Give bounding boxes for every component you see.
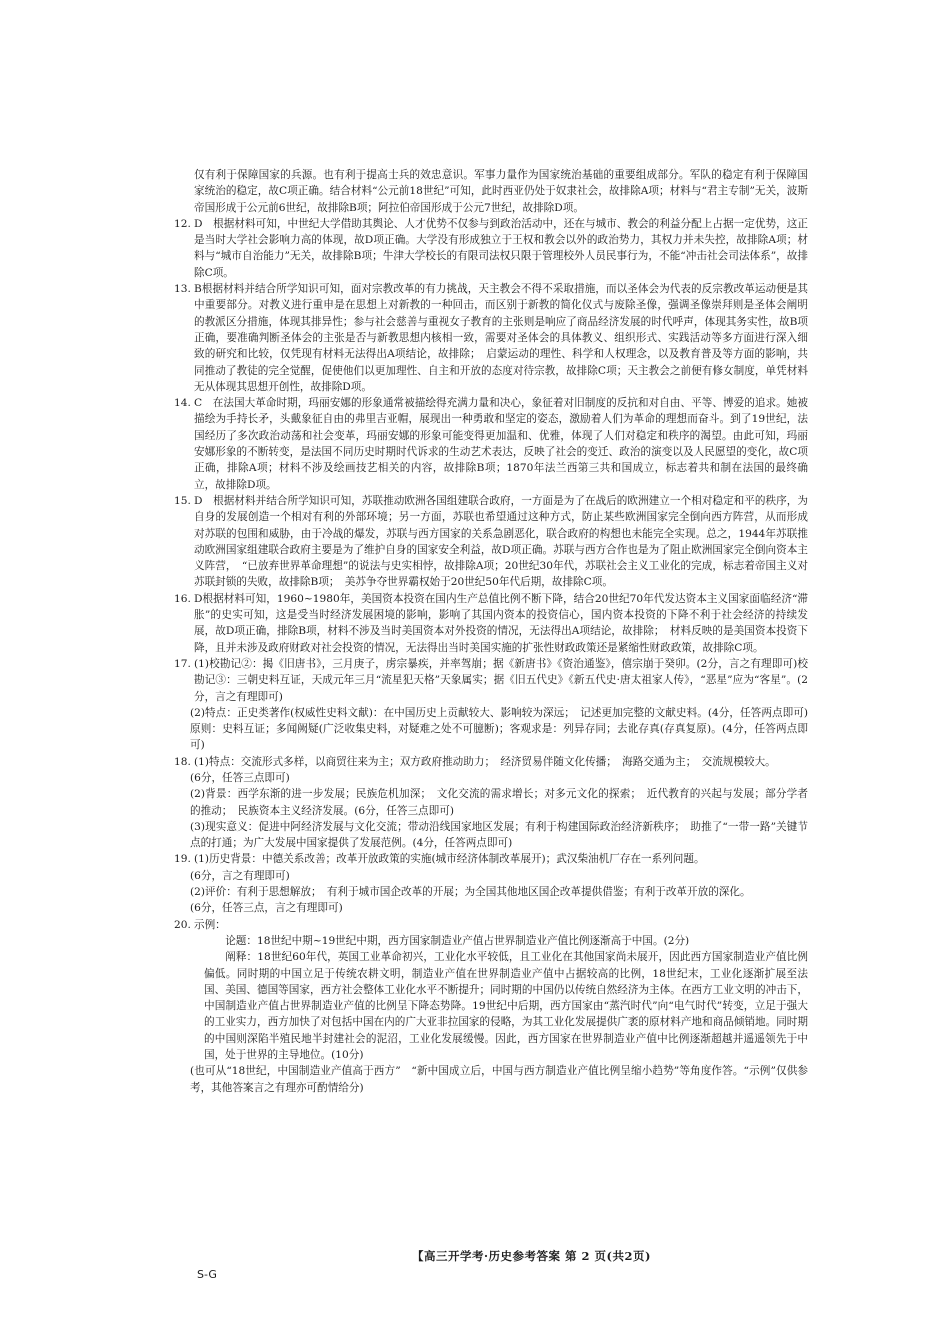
answer-13 bbox=[174, 281, 808, 395]
answer-19-part2: (2)评价：有利于思想解放； 有利于城市国企改革的开展；为全国其他地区国企改革提供借鉴；有利于改革开放的深化。 bbox=[190, 886, 751, 899]
answer-19 bbox=[174, 851, 808, 916]
answer-20-label bbox=[174, 917, 808, 933]
answer-15 bbox=[174, 493, 808, 591]
answer-16 bbox=[174, 591, 808, 656]
answer-17-part1 bbox=[174, 656, 808, 705]
answer-number: 19. bbox=[174, 853, 191, 866]
answer-number: 18. bbox=[174, 755, 191, 768]
answer-text: (1)历史背景：中德关系改善；改革开放政策的实施(城市经济体制改革展开)；武汉柴油机厂存在一系列问题。 bbox=[194, 853, 705, 866]
answer-19-part1 bbox=[174, 851, 808, 867]
answer-12 bbox=[174, 216, 808, 281]
answer-text: 示例： bbox=[194, 918, 226, 931]
answer-20-argument: 阐释：18世纪60年代，英国工业革命初兴，工业化水平较低，且工业化在其他国家尚未展开，因此西方国家制造业产值比例偏低。同时期的中国立足于传统农耕文明，制造业产值在世界制造业产值中占据较高的比例，18世纪末，工业化逐渐扩展至法国、美国、德国等国家，西方社会整体工业化水平不断提升；同时期的中国仍以传统自然经济为主体。在西方工业文明的冲击下，中国制造业产值占世界制造业产值的比例呈下降态势降。19世纪中后期，西方国家由“蒸汽时代”向“电气时代”转变，立足于强大的工业实力，西方加快了对包括中国在内的广大亚非拉国家的侵略，为其工业化发展提供广袤的原材料产地和商品倾销地。同时期的中国则深陷半殖民地半封建社会的泥沼，工业化发展缓慢。因此，西方国家在世界制造业产值中比例逐渐超越并遥遥领先于中国，处于世界的主导地位。(10分) bbox=[204, 951, 808, 1062]
answer-text: D根据材料可知，1960~1980年，美国资本投资在国内生产总值比例不断下降，结合20世纪70年代发达资本主义国家面临经济“滞胀”的史实可知，这是受当时经济发展困境的影响，影响了其国内资本的投资信心，国内资本投资的下降不利于社会经济的持续发展，故D项正确，排除B项，材料不涉及当时美国资本对外投资的情况，无法得出A项结论，故排除； 材料反映的是美国资本投资下降，且并未涉及政府财政对社会投资的情况，无法得出当时美国实施的扩张性财政政策还是紧缩性财政政策，故排除C项。 bbox=[194, 592, 808, 654]
answer-number: 14. bbox=[174, 397, 191, 410]
score-note: (6分，任答三点，言之有理即可) bbox=[190, 902, 343, 915]
answer-20-note: (也可从“18世纪，中国制造业产值高于西方” “新中国成立后，中国与西方制造业产值比例呈缩小趋势”等角度作答。“示例”仅供参考，其他答案言之有理亦可酌情给分) bbox=[190, 1065, 808, 1094]
answer-17 bbox=[174, 656, 808, 754]
answer-20-thesis: 论题：18世纪中期~19世纪中期，西方国家制造业产值占世界制造业产值比例逐渐高于中国。(2分) bbox=[225, 934, 690, 947]
score-note: (6分，任答三点即可) bbox=[190, 771, 290, 784]
answer-number: 16. bbox=[174, 592, 191, 605]
answer-text: (1)特点：交流形式多样，以商贸往来为主；双方政府推动助力； 经济贸易伴随文化传播； 海路交通为主； 交流规模较大。 bbox=[194, 755, 776, 768]
answer-18-part3: (3)现实意义：促进中阿经济发展与文化交流；带动沿线国家地区发展；有利于构建国际政治经济新秩序； 助推了“一带一路”关键节点的打通；为广大发展中国家提供了发展范例。(4分，任答两点即可) bbox=[190, 820, 808, 850]
answer-18-part2: (2)背景：西学东渐的进一步发展；民族危机加深； 文化交流的需求增长；对多元文化的探索； 近代教育的兴起与发展；部分学者的推动； 民族资本主义经济发展。(6分，任答三点即可) bbox=[190, 788, 808, 817]
answer-text: B根据材料并结合所学知识可知，面对宗教改革的有力挑战，天主教会不得不采取措施，而以圣体会为代表的反宗教改革运动便是其中重要部分。对教义进行重申是在思想上对新教的一种回击，而区别于新教的简化仪式与废除圣像，强调圣像崇拜则是圣体会阐明的教派区分措施，体现其排异性；参与社会慈善与重视女子教育的主张则是响应了商品经济发展的时代呼声，体现其务实性，故B项正确，要准确判断圣体会的主张是否与新教思想内核相一致，需要对圣体会的具体教义、组织形式、实践活动等多方面进行深入细致的研究和比较，仅凭现有材料无法得出A项结论，故排除； 启蒙运动的理性、科学和人权理念，以及教育普及等方面的影响，共同推动了教徒的完全觉醒，促使他们以更加理性、自主和开放的态度对待宗教，故排除C项；天主教会之前便有修女制度，单凭材料无从体现其思想开创性，故排除D项。 bbox=[194, 283, 808, 393]
continuation-paragraph: 仅有利于保障国家的兵源。也有利于提高士兵的效忠意识。军事力量作为国家统治基础的重要组成部分。军队的稳定有利于保障国家统治的稳定，故C项正确。结合材料“公元前18世纪”可知，此时西亚仍处于奴隶社会，故排除A项；材料与“君主专制”无关，波斯帝国形成于公元前6世纪，故排除B项；阿拉伯帝国形成于公元7世纪，故排除D项。 bbox=[194, 169, 808, 214]
answer-text: (1)校勘记②：揭《旧唐书》，三月庚子，虏宗暴疾，并率驾崩；据《新唐书》《资治通鉴》，僖宗崩于癸卯。(2分，言之有理即可)校勘记③：三朝史料互证，天成元年三月“流星犯天格”天象属实；据《旧五代史》《新五代史·唐太祖家人传》，“恶星”应为“客星”。(2分，言之有理即可) bbox=[194, 657, 808, 703]
mc-answers bbox=[174, 216, 808, 656]
answer-sheet bbox=[174, 167, 808, 1096]
answer-number: 20. bbox=[174, 918, 191, 931]
answer-17-part2: (2)特点：正史类著作(权威性史料文献)：在中国历史上贡献较大、影响较为深远； 记述更加完整的文献史料。(4分，任答两点即可)原则：史料互证；多闻阙疑(广泛收集史料，对疑难之处不可臆断)；客观求是：列异存同；去讹存真(存真复原)。(4分，任答两点即可) bbox=[190, 706, 808, 752]
answer-20 bbox=[174, 917, 808, 1096]
page-code: S-G bbox=[197, 1268, 217, 1281]
answer-18-part1 bbox=[174, 754, 808, 770]
answer-number: 13. bbox=[174, 283, 191, 296]
answer-text: D 根据材料并结合所学知识可知，苏联推动欧洲各国组建联合政府，一方面是为了在战后的欧洲建立一个相对稳定和平的秩序，为自身的发展创造一个相对有利的外部环境；另一方面，苏联也希望通过这种方式，防止某些欧洲国家完全倒向西方阵营，从而形成对苏联的包围和威胁，由于冷战的爆发，苏联与西方国家的关系急剧恶化，联合政府的构想也未能完全实现。总之，1944年苏联推动欧洲国家组建联合政府主要是为了维护自身的国家安全利益，故D项正确。苏联与西方合作也是为了阻止欧洲国家完全倒向资本主义阵营， “已放弃世界革命理想”的说法与史实相悖，故排除A项；20世纪30年代，苏联社会主义工业化的完成，标志着帝国主义对苏联封锁的失败，故排除B项； 美苏争夺世界霸权始于20世纪50年代后期，故排除C项。 bbox=[194, 494, 808, 589]
answer-18 bbox=[174, 754, 808, 852]
answer-text: D 根据材料可知，中世纪大学借助其舆论、人才优势不仅参与到政治活动中，还在与城市、教会的利益分配上占据一定优势，这正是当时大学社会影响力高的体现，故D项正确。大学没有形成独立于王权和教会以外的政治势力，其权力并未失控，故排除A项；材料与“城市自治能力”无关，故排除B项；牛津大学校长的有限司法权只限于管理校外人员民事行为，不能“冲击社会司法体系”，故排除C项。 bbox=[194, 217, 808, 279]
page-footer: 【高三开学考·历史参考答案 第 2 页(共2页) bbox=[412, 1249, 651, 1263]
answer-number: 17. bbox=[174, 657, 191, 670]
answer-number: 15. bbox=[174, 494, 191, 507]
score-note: (6分，言之有理即可) bbox=[190, 869, 290, 882]
answer-text: C 在法国大革命时期，玛丽安娜的形象通常被描绘得充满力量和决心，象征着对旧制度的反抗和对自由、平等、博爱的追求。她被描绘为手持长矛，头戴象征自由的弗里吉亚帽，展现出一种勇敢和坚定的姿态，激励着人们为革命的理想而奋斗。到了19世纪，法国经历了多次政治动荡和社会变革，玛丽安娜的形象可能变得更加温和、优雅，体现了人们对稳定和秩序的渴望。由此可知，玛丽安娜形象的不断转变，是法国不同历史时期时代诉求的生动艺术表达，反映了社会的变迁、政治的演变以及人民愿望的变化，故C项正确，排除A项；材料不涉及绘画技艺相关的内容，故排除B项；1870年法兰西第三共和国成立，标志着共和制在法国的最终确立，故排除D项。 bbox=[194, 397, 808, 491]
answer-14 bbox=[174, 395, 808, 493]
answer-number: 12. bbox=[174, 217, 191, 230]
